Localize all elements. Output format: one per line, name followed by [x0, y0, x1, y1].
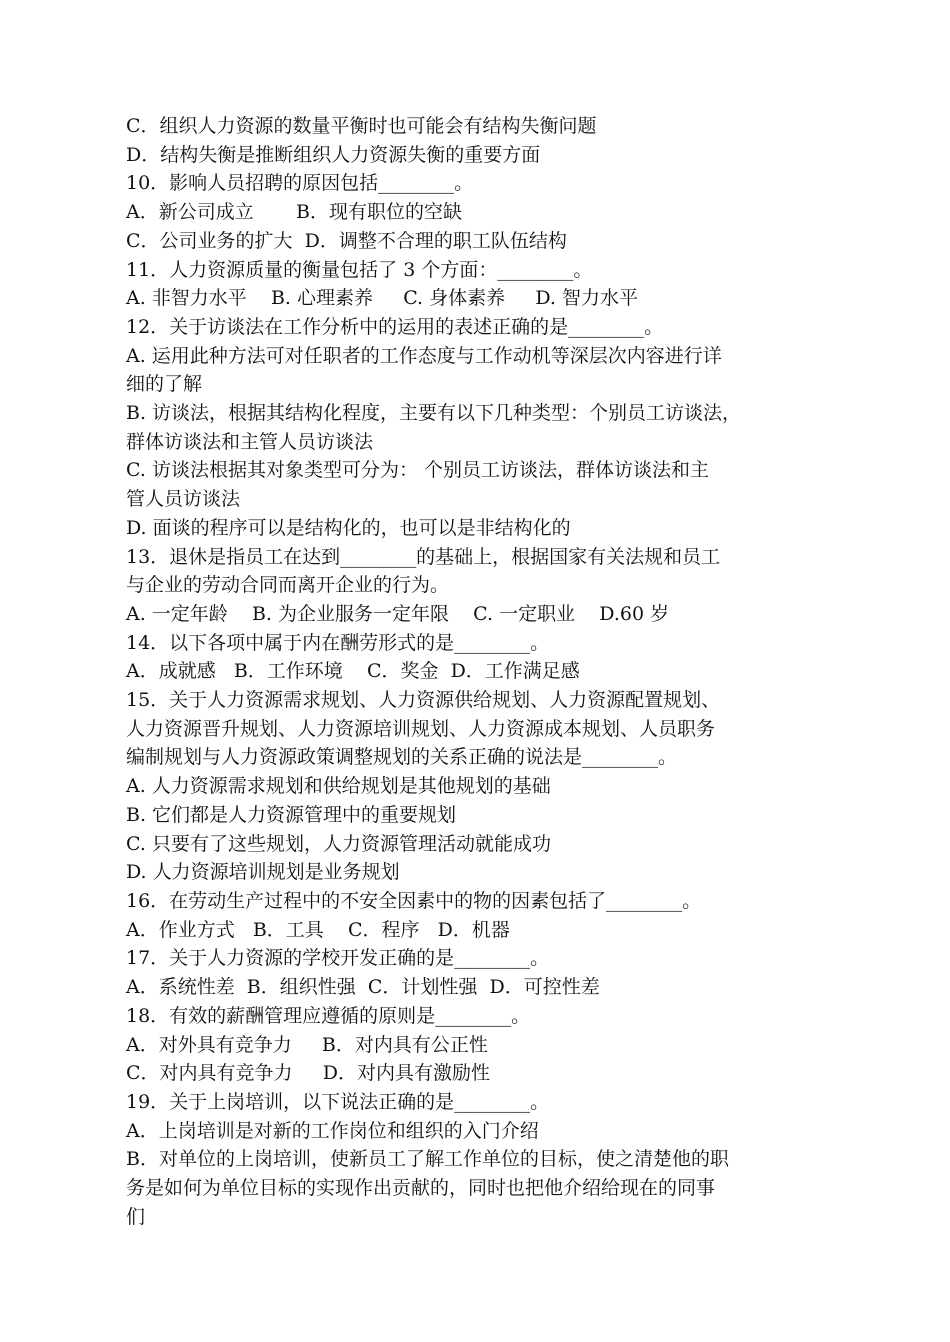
option-line: 群体访谈法和主管人员访谈法	[126, 430, 374, 453]
option-line: 管人员访谈法	[126, 488, 241, 511]
options-line: A．新公司成立 B．现有职位的空缺	[126, 201, 462, 224]
question-line: 11．人力资源质量的衡量包括了 3 个方面：________。	[126, 258, 593, 281]
option-line: B. 访谈法，根据其结构化程度，主要有以下几种类型：个别员工访谈法，	[126, 402, 742, 425]
options-line: A. 非智力水平 B. 心理素养 C. 身体素养 D. 智力水平	[126, 287, 638, 310]
question-line: 15．关于人力资源需求规划、人力资源供给规划、人力资源配置规划、	[126, 689, 721, 712]
option-line: A．上岗培训是对新的工作岗位和组织的入门介绍	[126, 1119, 539, 1142]
options-line: A．对外具有竞争力 B．对内具有公正性	[126, 1033, 488, 1056]
option-line: 细的了解	[126, 373, 203, 396]
question-line: 与企业的劳动合同而离开企业的行为。	[126, 574, 450, 597]
question-line: 编制规划与人力资源政策调整规划的关系正确的说法是________。	[126, 746, 678, 769]
option-line: B．对单位的上岗培训，使新员工了解工作单位的目标，使之清楚他的职	[126, 1148, 729, 1171]
question-line: 13．退休是指员工在达到________的基础上，根据国家有关法规和员工	[126, 545, 721, 568]
text-line: D．结构失衡是推断组织人力资源失衡的重要方面	[126, 143, 541, 166]
question-line: 12．关于访谈法在工作分析中的运用的表述正确的是________。	[126, 315, 664, 338]
options-line: C．对内具有竞争力 D．对内具有激励性	[126, 1062, 490, 1085]
question-line: 17．关于人力资源的学校开发正确的是________。	[126, 947, 550, 970]
question-line: 19．关于上岗培训，以下说法正确的是________。	[126, 1090, 550, 1113]
text-line: C．组织人力资源的数量平衡时也可能会有结构失衡问题	[126, 115, 597, 137]
options-line: A．系统性差 B．组织性强 C．计划性强 D．可控性差	[126, 976, 600, 999]
option-line: C. 只要有了这些规划，人力资源管理活动就能成功	[126, 832, 551, 855]
document-page	[126, 112, 836, 1231]
option-line: 们	[126, 1205, 146, 1228]
question-line: 人力资源晋升规划、人力资源培训规划、人力资源成本规划、人员职务	[126, 717, 716, 740]
option-line: D. 面谈的程序可以是结构化的，也可以是非结构化的	[126, 516, 571, 539]
option-line: A. 运用此种方法可对任职者的工作态度与工作动机等深层次内容进行详	[126, 344, 722, 367]
options-line: C．公司业务的扩大 D．调整不合理的职工队伍结构	[126, 229, 567, 252]
options-line: A. 一定年龄 B. 为企业服务一定年限 C. 一定职业 D.60 岁	[126, 602, 670, 625]
question-line: 18．有效的薪酬管理应遵循的原则是________。	[126, 1004, 531, 1027]
option-line: B. 它们都是人力资源管理中的重要规划	[126, 803, 457, 826]
question-line: 16．在劳动生产过程中的不安全因素中的物的因素包括了________。	[126, 889, 702, 912]
option-line: A. 人力资源需求规划和供给规划是其他规划的基础	[126, 775, 551, 798]
options-line: A．作业方式 B．工具 C．程序 D．机器	[126, 918, 510, 941]
question-line: 10．影响人员招聘的原因包括________。	[126, 172, 474, 195]
option-line: 务是如何为单位目标的实现作出贡献的，同时也把他介绍给现在的同事	[126, 1177, 716, 1200]
option-line: C. 访谈法根据其对象类型可分为： 个别员工访谈法，群体访谈法和主	[126, 459, 709, 482]
option-line: D. 人力资源培训规划是业务规划	[126, 861, 400, 884]
options-line: A．成就感 B．工作环境 C．奖金 D．工作满足感	[126, 660, 580, 683]
question-line: 14．以下各项中属于内在酬劳形式的是________。	[126, 631, 550, 654]
